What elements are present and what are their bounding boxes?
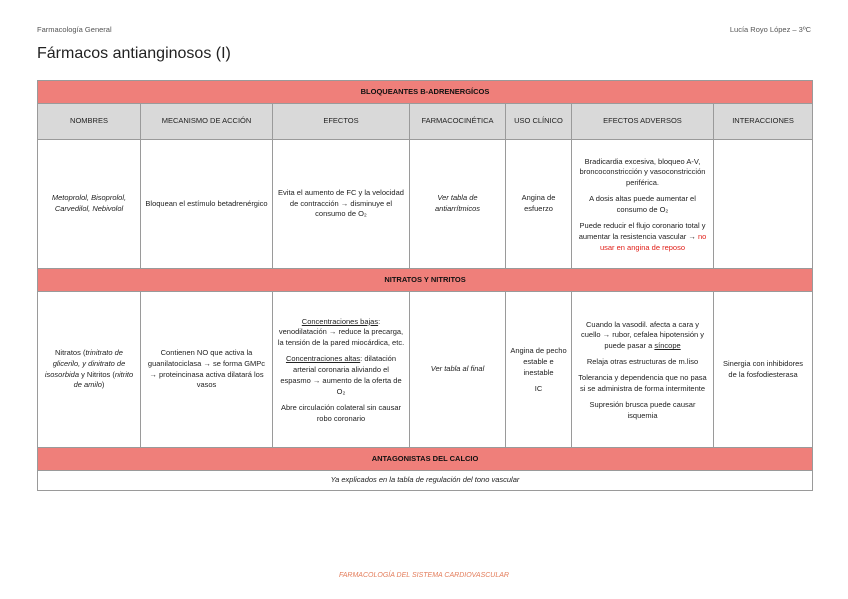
- column-header-uso: USO CLÍNICO: [506, 104, 572, 140]
- column-header-adversos: EFECTOS ADVERSOS: [572, 104, 714, 140]
- adverse-text: Cuando la vasodil. afecta a cara y cuello → rubor, cefalea hipotensión y puede pasar a: [581, 319, 704, 351]
- table-row-calcio: [38, 471, 813, 491]
- section-title-nitratos: NITRATOS Y NITRITOS: [38, 269, 813, 292]
- column-header-mecanismo: MECANISMO DE ACCIÓN: [141, 104, 273, 140]
- page-title: Fármacos antianginosos (I): [37, 45, 231, 62]
- cell-uso: Angina de esfuerzo: [506, 140, 572, 269]
- section-row-beta: [38, 81, 813, 104]
- drug-text: y Nitritos (: [81, 369, 115, 379]
- column-header-interacciones: INTERACCIONES: [714, 104, 813, 140]
- adverse-item: Supresión brusca puede causar isquemia: [589, 399, 696, 420]
- adverse-item: Relaja otras estructuras de m.liso: [586, 357, 699, 367]
- adverse-item: [576, 221, 709, 254]
- table-row-nitratos: [38, 292, 813, 448]
- column-header-farmacocinetica: FARMACOCINÉTICA: [410, 104, 506, 140]
- cell-farmacocinetica: Ver tabla de antiarrítmicos: [410, 140, 506, 269]
- table-row-beta: [38, 140, 813, 269]
- drug-text: Nitratos (: [55, 347, 86, 357]
- section-row-nitratos: [38, 269, 813, 292]
- drug-text: ): [101, 380, 105, 390]
- use-item: IC: [534, 383, 543, 393]
- cell-adversos: [572, 140, 714, 269]
- adverse-text: síncope: [654, 341, 681, 351]
- warning-text: no usar en angina de reposo: [599, 231, 707, 252]
- adverse-item: Tolerancia y dependencia que no pasa si se administra de forma intermitente: [578, 373, 707, 393]
- cell-adversos: [572, 292, 714, 448]
- cell-note: Ya explicados en la tabla de regulación del tono vascular: [38, 471, 813, 491]
- effect-label: Concentraciones bajas: [301, 316, 379, 326]
- cell-nombres: Metoprolol, Bisoprolol, Carvedilol, Nebivolol: [38, 140, 141, 269]
- adverse-text: Puede reducir el flujo coronario total y aumentar la resistencia vascular →: [578, 220, 706, 241]
- cell-efectos: Evita el aumento de FC y la velocidad de contracción → disminuye el consumo de O₂: [273, 140, 410, 269]
- cell-interacciones: Sinergia con inhibidores de la fosfodiesterasa: [714, 292, 813, 448]
- author-header: Lucía Royo López – 3ºC: [729, 25, 811, 34]
- column-header-row: [38, 104, 813, 140]
- effect-text: : venodilatación → reduce la precarga, la tensión de la pared miocárdica, etc.: [277, 316, 405, 348]
- cell-farmacocinetica: Ver tabla al final: [410, 292, 506, 448]
- column-header-efectos: EFECTOS: [273, 104, 410, 140]
- cell-interacciones: [714, 140, 813, 269]
- section-title-calcio: ANTAGONISTAS DEL CALCIO: [38, 448, 813, 471]
- adverse-item: Bradicardia excesiva, bloqueo A-V, broncoconstricción y vasoconstricción periférica.: [579, 156, 706, 188]
- drug-table: [37, 80, 813, 491]
- adverse-item: [576, 320, 709, 353]
- cell-mecanismo: Contienen NO que activa la guanilatociclasa → se forma GMPc → proteincinasa activa dilatará los vasos: [141, 292, 273, 448]
- cell-uso: [506, 292, 572, 448]
- effect-item: [277, 317, 405, 350]
- cell-mecanismo: Bloquean el estímulo betadrenérgico: [141, 140, 273, 269]
- effect-item: [277, 354, 405, 398]
- section-title-beta: BLOQUEANTES B-ADRENERGÍCOS: [38, 81, 813, 104]
- adverse-item: A dosis altas puede aumentar el consumo de O₂: [589, 194, 696, 214]
- column-header-nombres: NOMBRES: [38, 104, 141, 140]
- use-item: Angina de pecho estable e inestable: [510, 346, 567, 377]
- drug-text: trinitrato de glicerilo, y dinitrato de isosorbida: [44, 347, 126, 379]
- subject-header: Farmacología General: [37, 25, 112, 34]
- drug-text: nitrito de amilo: [73, 369, 134, 390]
- effect-text: : dilatación arterial coronaria aliviando el espasmo → aumento de la oferta de O₂: [280, 354, 402, 396]
- page-footer: FARMACOLOGÍA DEL SISTEMA CARDIOVASCULAR: [339, 572, 509, 579]
- cell-efectos: [273, 292, 410, 448]
- effect-item: Abre circulación colateral sin causar robo coronario: [280, 402, 402, 423]
- section-row-calcio: [38, 448, 813, 471]
- effect-label: Concentraciones altas: [285, 354, 361, 364]
- cell-nombres: [38, 292, 141, 448]
